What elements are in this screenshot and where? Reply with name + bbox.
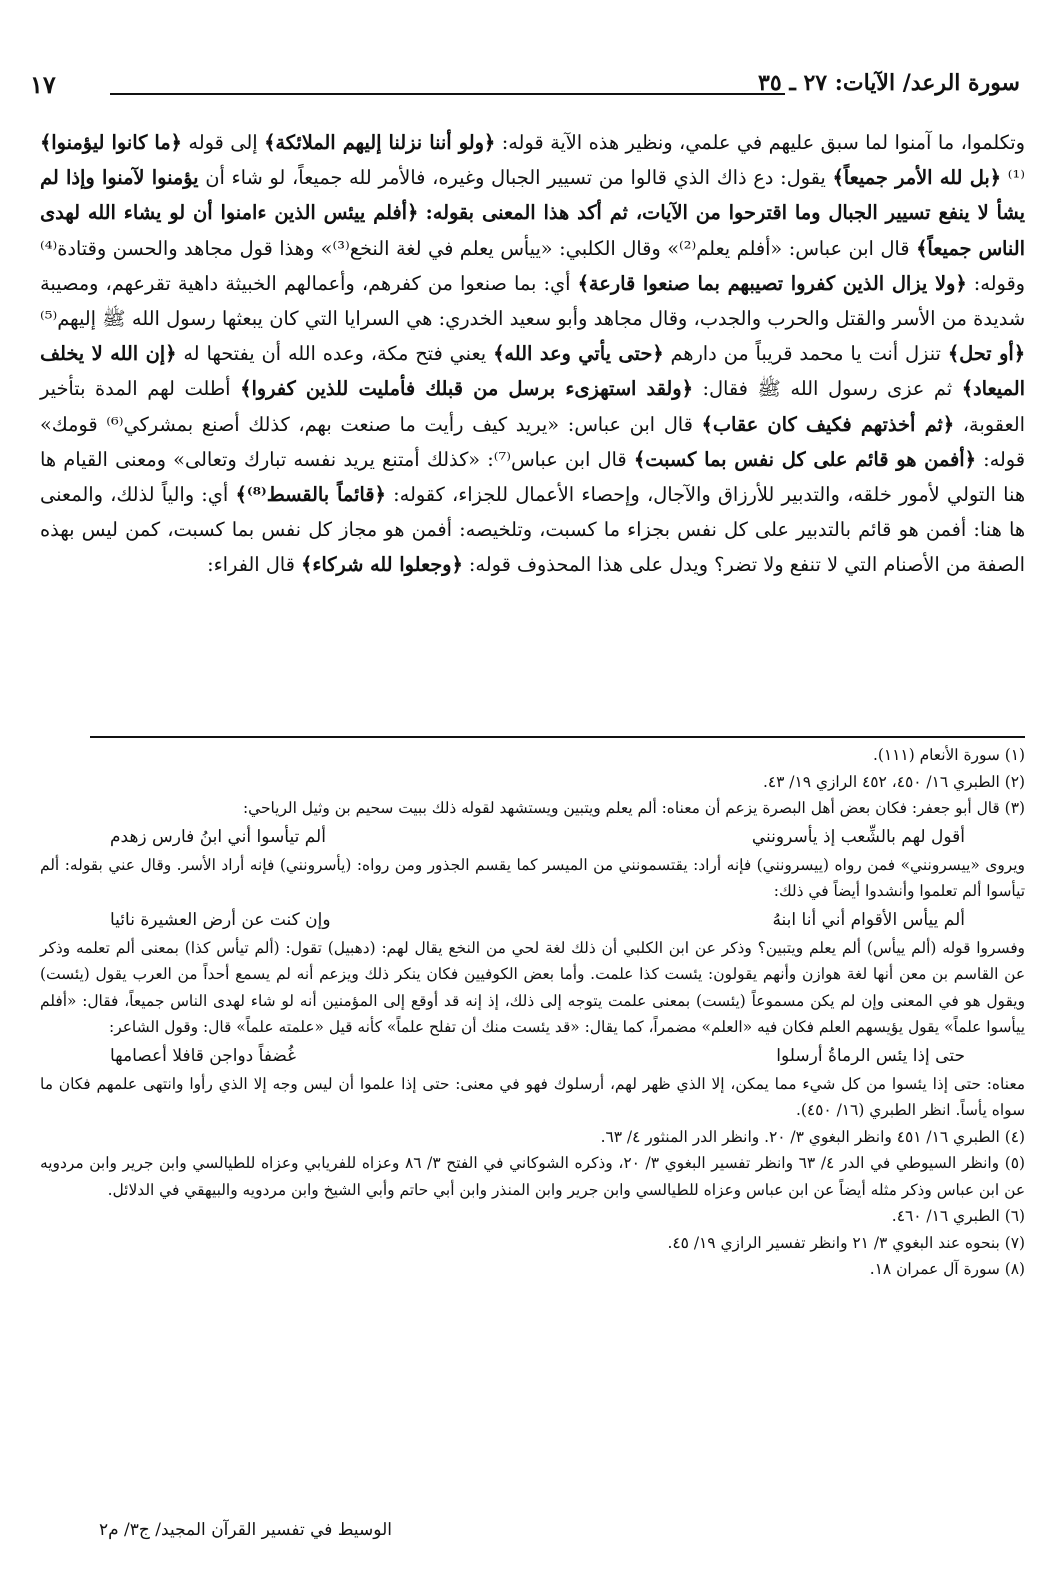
quran-quote: ﴿بل لله الأمر جميعاً﴾ [832,166,1001,190]
footnote-separator [90,736,1025,738]
quran-quote: ﴿حتى يأتي وعد الله﴾ [493,342,664,366]
poetry-verse [40,822,1025,852]
text-segment: وتكلموا، ما آمنوا لما سبق عليهم في علمي، ونظير هذه الآية قوله: [501,131,1025,154]
text-segment: ثم عزى رسول الله ﷺ فقال: [702,377,953,401]
running-title: سورة الرعد/ الآيات: ٢٧ ـ ٣٥ [758,70,1020,96]
footnotes [40,742,1025,1492]
footnote-8: (٨) سورة آل عمران ١٨. [869,1260,1025,1278]
quran-quote: ﴿إن الله لا يخلف الميعاد﴾ [40,342,1025,401]
footnote-6: (٦) الطبري ١٦/ ٤٦٠. [891,1207,1025,1225]
quran-quote: ﴿أفلم ييئس الذين ءامنوا أن لو يشاء الله لهدى الناس جميعاً﴾ [40,201,1025,260]
quran-quote: ﴿ثم أخذتهم فكيف كان عقاب﴾ [701,412,955,436]
text-segment: يقول: دع ذاك الذي قالوا من تسيير الجبال وغيره، فالأمر لله جميعاً، لو شاء أن [205,166,826,190]
footnote-ref: ⁽¹⁾ [1007,166,1025,190]
text-segment: تنزل أنت يا محمد قريباً من دارهم [670,342,941,366]
main-text [40,125,1025,720]
footnote-5: (٥) وانظر السيوطي في الدر ٤/ ٦٣ وانظر تفسير البغوي ٣/ ٢٠، وذكره الشوكاني في الفتح ٣/ ٨٦ وعزاه للفريابي وعزاه للطيالسي وابن جرير وابن مردويه عن ابن عباس وذكر مثله أيضاً عن ابن عباس وعزاه للطيالسي وابن جرير وابن المنذر وابن أبي حاتم وأبي الشيخ وابن مردويه والبيهقي في الدلائل. [40,1154,1026,1199]
text-segment: أطلت لهم المدة بتأخير العقوبة، [40,377,1025,436]
footnote-2: (٢) الطبري ١٦/ ٤٥٠، ٤٥٢ الرازي ١٩/ ٤٣. [762,772,1025,791]
verse-hemistich: وإن كنت عن أرض العشيرة نائيا [110,909,331,930]
text-segment: قال ابن عباس: «أفلم يعلم⁽²⁾» وقال الكلبي: «ييأس يعلم في لغة النخع⁽³⁾» وهذا قول مجاهد والحسن وقتادة⁽⁴⁾ وقوله: [40,236,1025,295]
verse-hemistich: أقول لهم بالشِّعب إذ يأسرونني [751,826,965,847]
verse-hemistich: حتى إذا يئس الرماةُ أرسلوا [776,1045,965,1066]
text-segment: قال ابن عباس: «يريد كيف رأيت ما صنعت بهم، كذلك أصنع بمشركي⁽⁶⁾ قومك» قوله: [40,412,1025,471]
header-rule [110,93,785,95]
quran-quote: ﴿قائماً بالقسط⁽⁸⁾﴾ [235,483,386,507]
footnote-1: (١) سورة الأنعام (١١١). [872,746,1025,764]
quran-quote: ﴿ولقد استهزىء برسل من قبلك فأمليت للذين كفروا﴾ [240,377,693,401]
footnote-4: (٤) الطبري ١٦/ ٤٥١ وانظر البغوي ٣/ ٢٠. وانظر الدر المنثور ٤/ ٦٣. [600,1127,1025,1146]
footnote-3-continued: وفسروا قوله (ألم ييأس) ألم يعلم ويتبين؟ وذكر عن ابن الكلبي أن ذلك لغة لحي من النخع يقال لهم: (دهبيل) تقول: (ألم تيأس كذا) بمعنى ألم تعلمه وذكر عن القاسم بن معن أنها لغة هوازن وأنهم يقولون: يئست كذا علمت. وأما بعض الكوفيين فكان ينكر ذلك ويزعم أنه لم يسمع أحداً من العرب يقول (يئست) ويقول هو في المعنى وإن لم يكن مسموعاً (يئست) بمعنى علمت يتوجه إلى ذلك، إذ إنه قد أوقع إلى المؤمنين أنه لو شاء لهدى الناس جميعاً، فقال: «أفلم ييأسوا علماً» يقول يؤيسهم العلم فكان فيه «العلم» مضمراً، كما يقال: «قد يئست منك أن تفلح علماً» كأنه قيل «علمته علماً» قال: وقول الشاعر: [40,938,1025,1036]
quran-quote: ﴿أو تحل﴾ [947,342,1025,366]
text-segment: قال ابن عباس⁽⁷⁾: «كذلك أمتنع يريد نفسه تبارك وتعالى» ومعنى القيام ها هنا التولي لأمور خلقه، والتدبير للأرزاق والآجال، وإحصاء الأعمال للجزاء، كقوله: [40,447,1025,507]
footnote-3: (٣) قال أبو جعفر: فكان بعض أهل البصرة يزعم أن معناه: ألم يعلم ويتبين ويستشهد لقوله ذلك ببيت سحيم بن وثيل الرياحي: [242,799,1025,817]
poetry-verse [40,1041,1025,1071]
text-segment: قال الفراء: [207,553,295,577]
text-segment: أي: بما صنعوا من كفرهم، وأعمالهم الخبيثة داهية تقرعهم، ومصيبة شديدة من الأسر والقتل والحرب والجدب، وقال مجاهد وأبو سعيد الخدري: هي السرايا التي كان يبعثها رسول الله ﷺ إليهم⁽⁵⁾ [40,271,1025,331]
text-segment: أي: والياً لذلك، والمعنى ها هنا: أفمن هو قائم بالتدبير على كل نفس بجزاء ما كسبت، وتلخيصه: أفمن هو مجاز كل نفس بما كسبت، كمن ليس بهذه الصفة من الأصنام التي لا تنفع ولا تضر؟ ويدل على هذا المحذوف قوله: [40,483,1025,577]
page-number: ١٧ [30,70,56,99]
text-segment: يعني فتح مكة، وعده الله أن يفتحها له [183,342,487,366]
quran-quote: ﴿ولو أننا نزلنا إليهم الملائكة﴾ [264,131,496,154]
main-paragraph [40,125,1025,583]
quran-quote: ﴿وجعلوا لله شركاء﴾ [301,553,463,577]
page-signature: الوسيط في تفسير القرآن المجيد/ ج٣/ م٢ [98,1520,392,1540]
footnote-3-continued: ويروى «ييسرونني» فمن رواه (ييسرونني) فإنه أراد: يقتسمونني من الميسر كما يقسم الجذور ومن رواه: (يأسرونني) فإنه أراد الأسر. وقال عني بقوله: ألم تيأسوا ألم تعلموا وأنشدوا أيضاً في ذلك: [40,855,1025,900]
verse-hemistich: غُضفاً دواجن قافلا أعصامها [110,1045,297,1066]
verse-hemistich: ألم ييأس الأقوام أني أنا ابنهُ [772,909,965,930]
page-header [30,70,1020,110]
footnote-7: (٧) بنحوه عند البغوي ٣/ ٢١ وانظر تفسير الرازي ١٩/ ٤٥. [667,1233,1025,1252]
poetry-verse [40,905,1025,935]
quran-quote: ﴿ما كانوا ليؤمنوا﴾ [40,131,182,154]
verse-hemistich: ألم تيأسوا أني ابنُ فارس زهدم [110,826,326,847]
quran-quote: ﴿ولا يزال الذين كفروا تصيبهم بما صنعوا قارعة﴾ [577,271,967,295]
quran-quote: ﴿أفمن هو قائم على كل نفس بما كسبت﴾ [633,447,976,471]
footnote-3-continued: معناه: حتى إذا يئسوا من كل شيء مما يمكن، إلا الذي ظهر لهم، أرسلوك فهو في معنى: حتى إذا علموا أن ليس وجه إلا الذي رأوا وانتهى علمهم فكان ما سواه يأساً. انظر الطبري (١٦/ ٤٥٠). [40,1074,1025,1119]
text-segment: إلى قوله [188,131,258,154]
bold-phrase: يؤمنوا لآمنوا وإذا لم يشأ لا ينفع تسيير الجبال وما اقترحوا من الآيات، ثم أكد هذا المعنى بقوله: [40,166,1025,225]
